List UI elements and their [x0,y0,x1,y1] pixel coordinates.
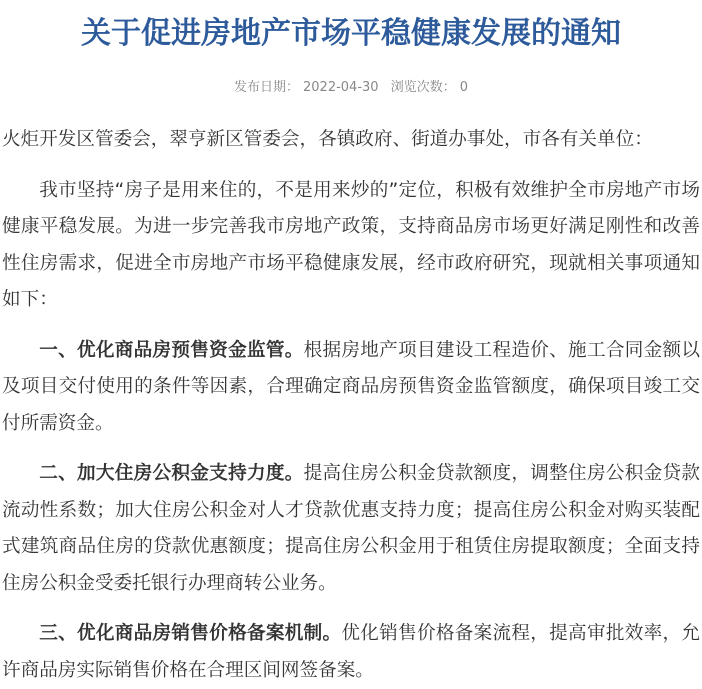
salutation: 火炬开发区管委会，翠亨新区管委会，各镇政府、街道办事处，市各有关单位： [2,129,653,150]
article-title: 关于促进房地产市场平稳健康发展的通知 [81,16,621,51]
item-paragraph-3 [2,616,700,689]
view-count-value: 0 [459,80,468,95]
item-heading-2: 二、加大住房公积金支持力度。 [39,463,304,484]
publish-date-value: 2022-04-30 [303,80,379,95]
publish-date [232,80,381,95]
item-body-3: 优化销售价格备案流程，提高审批效率，允许商品房实际销售价格在合理区间网签备案。 [2,623,700,681]
article-content [2,122,700,689]
publish-date-label: 发布日期： [233,80,299,95]
intro-paragraph: 我市坚持“房子是用来住的，不是用来炒的”定位，积极有效维护全市房地产市场健康平稳发展。为进一步完善我市房地产政策，支持商品房市场更好满足刚性和改善性住房需求，促进全市房地产市场平稳健康发展，经市政府研究，现就相关事项通知如下： [2,179,700,310]
item-heading-3: 三、优化商品房销售价格备案机制。 [39,623,342,644]
item-paragraph-2 [2,456,700,602]
item-heading-1: 一、优化商品房预售资金监管。 [39,339,304,361]
item-paragraph-1 [2,333,700,443]
view-count-label: 浏览次数： [390,80,456,95]
item-body-1: 根据房地产项目建设工程造价、施工合同金额以及项目交付使用的条件等因素，合理确定商品房预售资金监管额度，确保项目竣工交付所需资金。 [2,339,700,434]
item-body-2: 提高住房公积金贷款额度，调整住房公积金贷款流动性系数；加大住房公积金对人才贷款优惠支持力度；提高住房公积金对购买装配式建筑商品住房的贷款优惠额度；提高住房公积金用于租赁住房提取额度；全面支持住房公积金受委托银行办理商转公业务。 [2,463,700,594]
article-meta [2,78,700,98]
view-count [389,80,470,95]
